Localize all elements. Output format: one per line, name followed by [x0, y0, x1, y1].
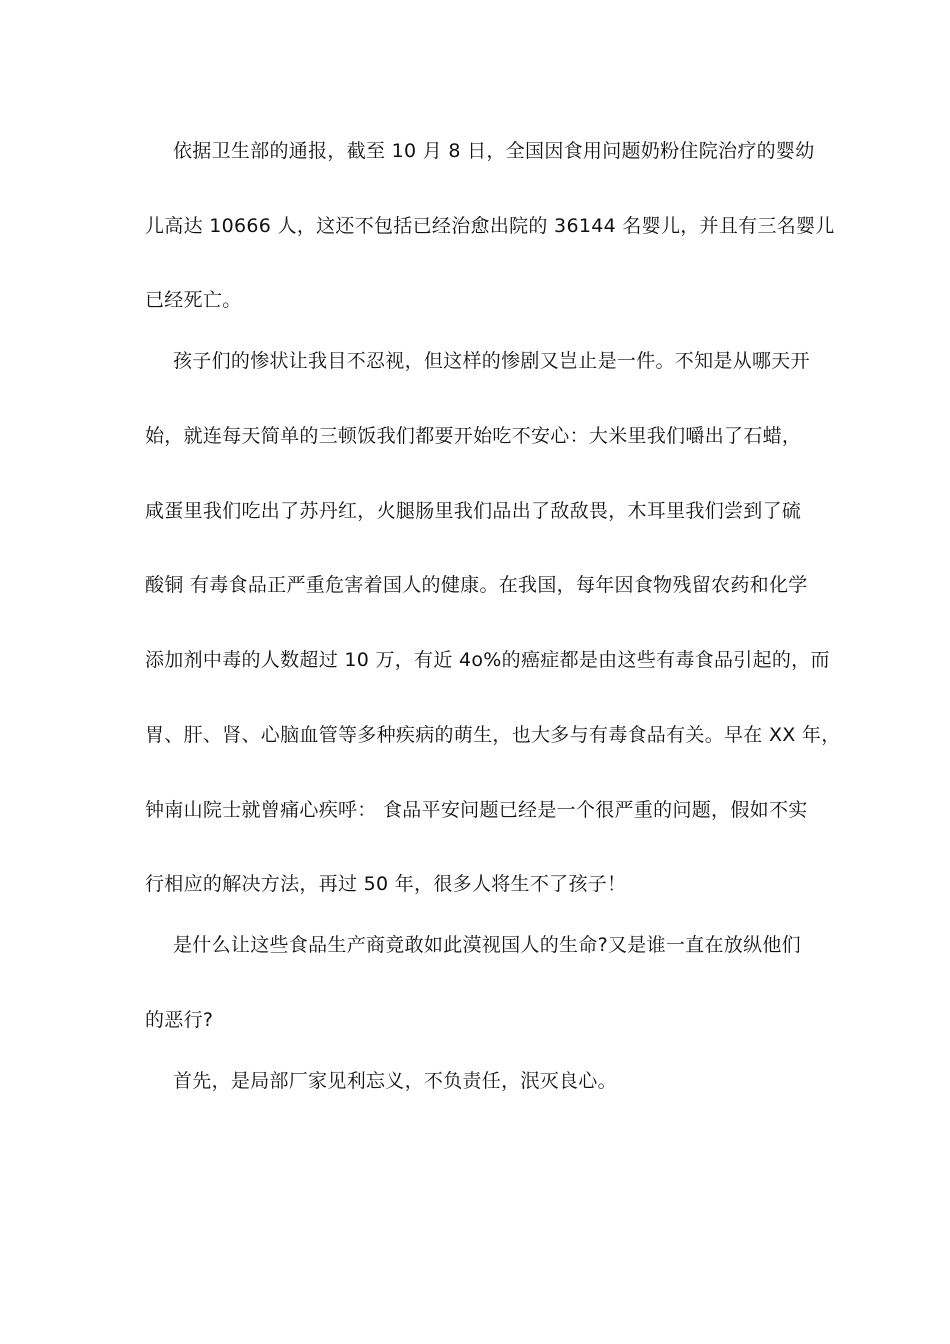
paragraph-2-line-4: 酸铜 有毒食品正严重危害着国人的健康。在我国，每年因食物残留农药和化学 — [145, 574, 808, 596]
paragraph-3-line-2: 的恶行? — [145, 1009, 214, 1031]
paragraph-2-line-5: 添加剂中毒的人数超过 10 万，有近 4o%的癌症都是由这些有毒食品引起的，而 — [145, 649, 830, 671]
paragraph-1-line-2: 儿高达 10666 人，这还不包括已经治愈出院的 36144 名婴儿，并且有三名婴儿 — [145, 215, 835, 237]
paragraph-4-line-1: 首先，是局部厂家见利忘义，不负责任，泯灭良心。 — [173, 1070, 617, 1092]
paragraph-2-line-2: 始，就连每天简单的三顿饭我们都要开始吃不安心：大米里我们嚼出了石蜡， — [145, 425, 802, 447]
paragraph-2-line-7: 钟南山院士就曾痛心疾呼： 食品平安问题已经是一个很严重的问题，假如不实 — [145, 799, 808, 821]
paragraph-1-line-1: 依据卫生部的通报，截至 10 月 8 日，全国因食用问题奶粉住院治疗的婴幼 — [173, 140, 815, 162]
paragraph-2-line-8: 行相应的解决方法，再过 50 年，很多人将生不了孩子！ — [145, 873, 627, 895]
paragraph-2-line-3: 咸蛋里我们吃出了苏丹红，火腿肠里我们品出了敌敌畏，木耳里我们尝到了硫 — [145, 500, 802, 522]
paragraph-2-line-6: 胃、肝、肾、心脑血管等多种疾病的萌生，也大多与有毒食品有关。早在 XX 年， — [145, 724, 841, 746]
paragraph-3-line-1: 是什么让这些食品生产商竟敢如此漠视国人的生命?又是谁一直在放纵他们 — [173, 934, 801, 956]
paragraph-2-line-1: 孩子们的惨状让我目不忍视，但这样的惨剧又岂止是一件。不知是从哪天开 — [173, 350, 810, 372]
paragraph-1-line-3: 已经死亡。 — [145, 289, 242, 311]
